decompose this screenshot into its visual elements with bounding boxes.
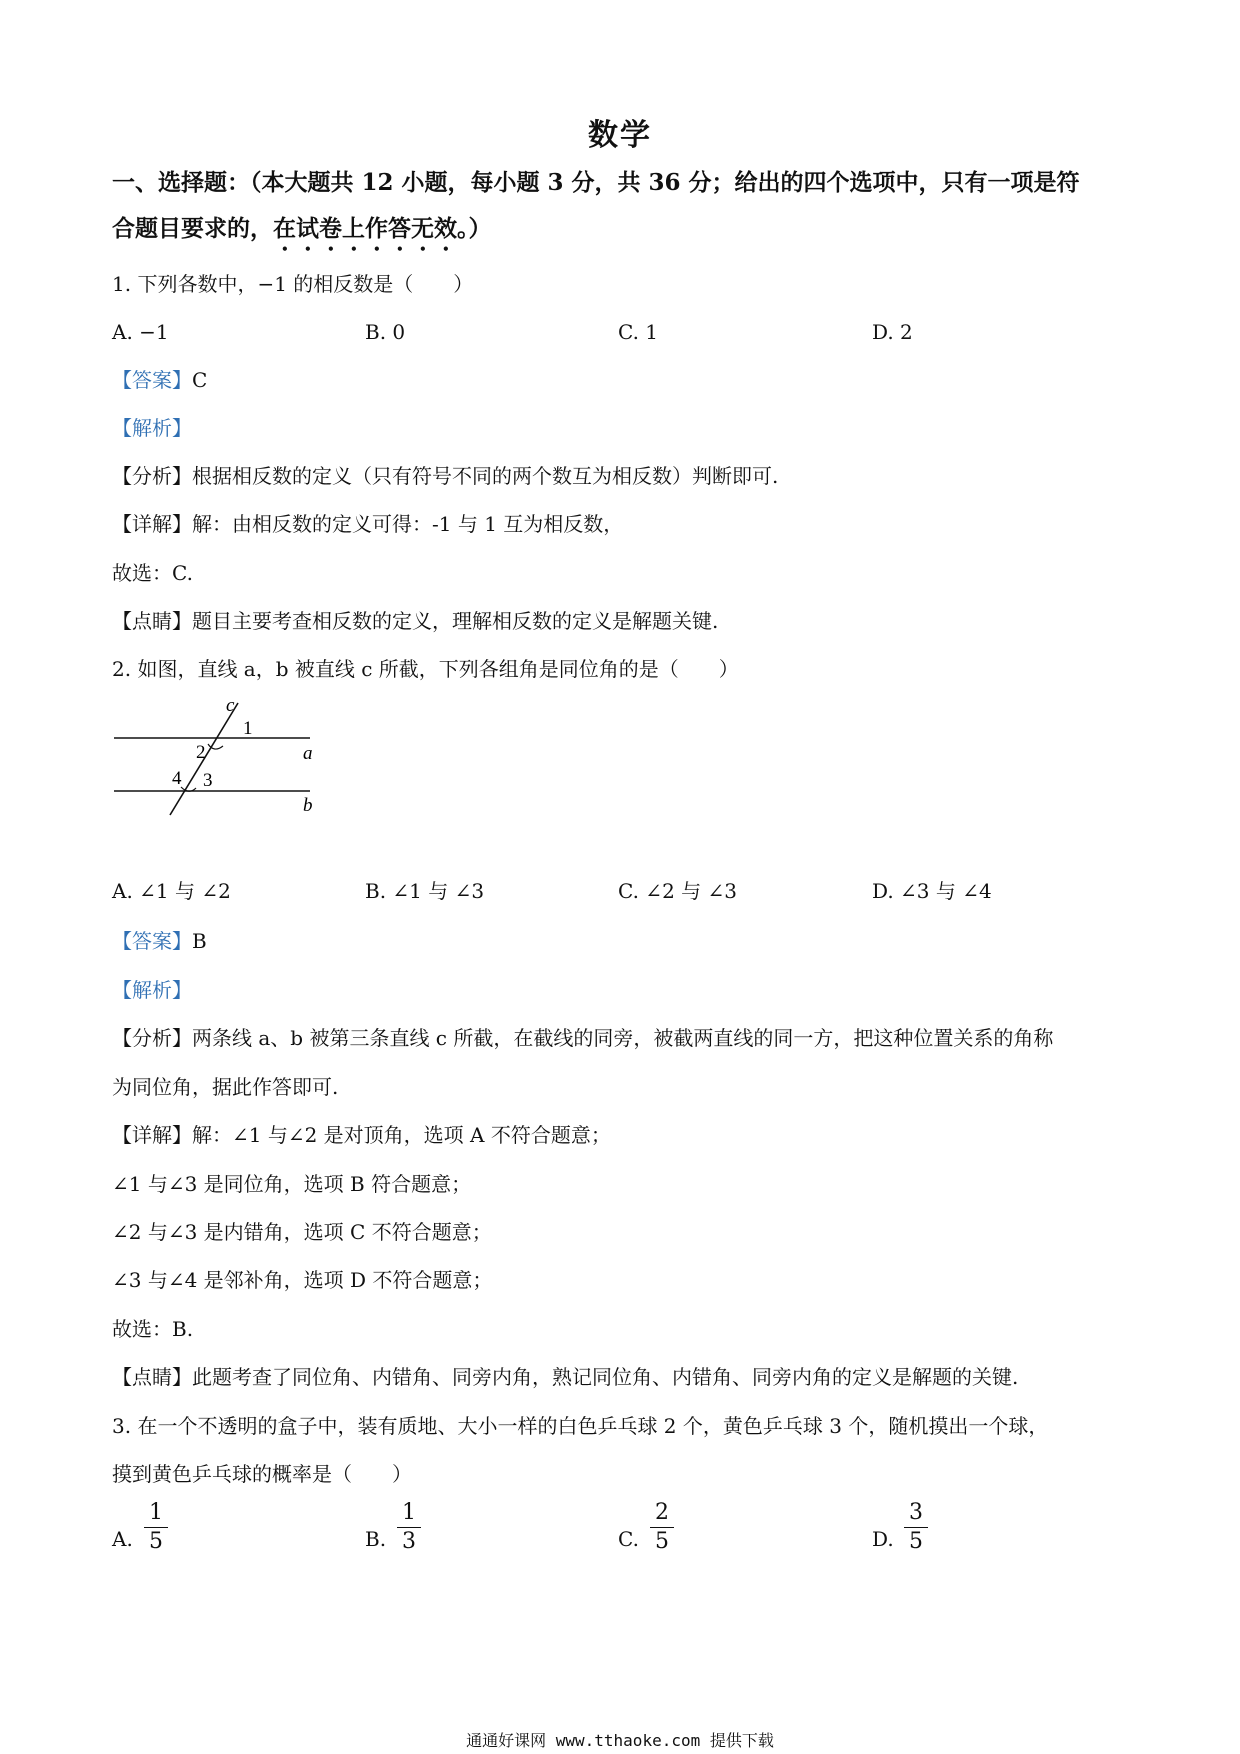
section-header-pre: 合题目要求的， — [112, 215, 273, 242]
q2-dianjing: 【点睛】此题考查了同位角、内错角、同旁内角，熟记同位角、内错角、同旁内角的定义是解题的关键. — [112, 1365, 1019, 1389]
denominator: 5 — [149, 1529, 163, 1554]
fraction-bar — [144, 1527, 168, 1528]
numerator: 1 — [149, 1500, 163, 1525]
numerator: 2 — [655, 1500, 669, 1525]
q2-option-a: A. ∠1 与 ∠2 — [112, 879, 231, 903]
q2-analysis-tag: 【解析】 — [112, 978, 192, 1002]
fraction-bar — [904, 1527, 928, 1528]
label-c: c — [226, 695, 235, 716]
q1-option-c: C. 1 — [618, 320, 659, 344]
section-header-line1: 一、选择题：（本大题共 12 小题，每小题 3 分，共 36 分；给出的四个选项中，只有一项是符 — [112, 169, 1080, 196]
q2-stem: 2. 如图，直线 a，b 被直线 c 所截，下列各组角是同位角的是（ ） — [112, 657, 739, 681]
page-title: 数学 — [588, 118, 652, 153]
label-b: b — [303, 795, 313, 816]
q3-stem-1: 3. 在一个不透明的盒子中，装有质地、大小一样的白色乒乓球 2 个，黄色乒乓球 3 个，随机摸出一个球， — [112, 1414, 1049, 1438]
fraction-bar — [397, 1527, 421, 1528]
q1-guxuan: 故选：C. — [112, 561, 193, 585]
q3-option-b-label: B. — [365, 1527, 387, 1551]
q3-option-b-fraction — [397, 1500, 421, 1555]
label-1: 1 — [243, 718, 253, 739]
label-a: a — [303, 743, 313, 764]
q1-option-b: B. 0 — [365, 320, 406, 344]
label-3: 3 — [203, 770, 213, 791]
q3-option-c-fraction — [650, 1500, 674, 1555]
q1-answer-tag: 【答案】 — [112, 368, 192, 392]
q2-line-d: ∠3 与∠4 是邻补角，选项 D 不符合题意； — [112, 1268, 493, 1292]
q3-option-a-fraction — [144, 1500, 168, 1555]
section-header-post: 。） — [457, 215, 492, 242]
q2-answer — [112, 929, 207, 953]
q2-line-b: ∠1 与∠3 是同位角，选项 B 符合题意； — [112, 1172, 472, 1196]
label-2: 2 — [196, 742, 206, 763]
q2-fenxi-2: 为同位角，据此作答即可. — [112, 1075, 339, 1099]
q1-fenxi: 【分析】根据相反数的定义（只有符号不同的两个数互为相反数）判断即可. — [112, 464, 779, 488]
q1-option-a: A. −1 — [112, 320, 169, 344]
q2-figure — [110, 695, 320, 820]
q1-dianjing: 【点睛】题目主要考查相反数的定义，理解相反数的定义是解题关键. — [112, 609, 719, 633]
denominator: 5 — [655, 1529, 669, 1554]
section-header-emphasis: 在试卷上作答无效 — [273, 215, 457, 242]
q3-option-a-label: A. — [112, 1527, 133, 1551]
q2-line-c: ∠2 与∠3 是内错角，选项 C 不符合题意； — [112, 1220, 492, 1244]
q1-analysis-tag: 【解析】 — [112, 416, 192, 440]
q1-answer — [112, 368, 207, 392]
q2-xiangjie: 【详解】解：∠1 与∠2 是对顶角，选项 A 不符合题意； — [112, 1123, 611, 1147]
q1-answer-value: C — [192, 368, 208, 392]
section-header-line2 — [112, 214, 492, 256]
numerator: 3 — [909, 1500, 923, 1525]
q2-option-b: B. ∠1 与 ∠3 — [365, 879, 485, 903]
label-4: 4 — [172, 768, 182, 789]
q3-option-c-label: C. — [618, 1527, 639, 1551]
q3-stem-2: 摸到黄色乒乓球的概率是（ ） — [112, 1462, 412, 1486]
q2-guxuan: 故选：B. — [112, 1317, 194, 1341]
q2-answer-tag: 【答案】 — [112, 929, 192, 953]
q2-answer-value: B — [192, 929, 207, 953]
q1-xiangjie: 【详解】解：由相反数的定义可得：-1 与 1 互为相反数， — [112, 512, 624, 536]
fraction-bar — [650, 1527, 674, 1528]
denominator: 3 — [402, 1529, 416, 1554]
q1-stem: 1. 下列各数中，−1 的相反数是（ ） — [112, 272, 474, 296]
numerator: 1 — [402, 1500, 416, 1525]
q1-option-d: D. 2 — [872, 320, 913, 344]
q3-option-d-label: D. — [872, 1527, 894, 1551]
q2-option-c: C. ∠2 与 ∠3 — [618, 879, 737, 903]
q2-option-d: D. ∠3 与 ∠4 — [872, 879, 992, 903]
footer-watermark: 通通好课网 www.tthaoke.com 提供下载 — [466, 1731, 774, 1750]
q2-fenxi-1: 【分析】两条线 a、b 被第三条直线 c 所截，在截线的同旁，被截两直线的同一方，把这种位置关系的角称 — [112, 1026, 1054, 1050]
denominator: 5 — [909, 1529, 923, 1554]
q3-option-d-fraction — [904, 1500, 928, 1555]
